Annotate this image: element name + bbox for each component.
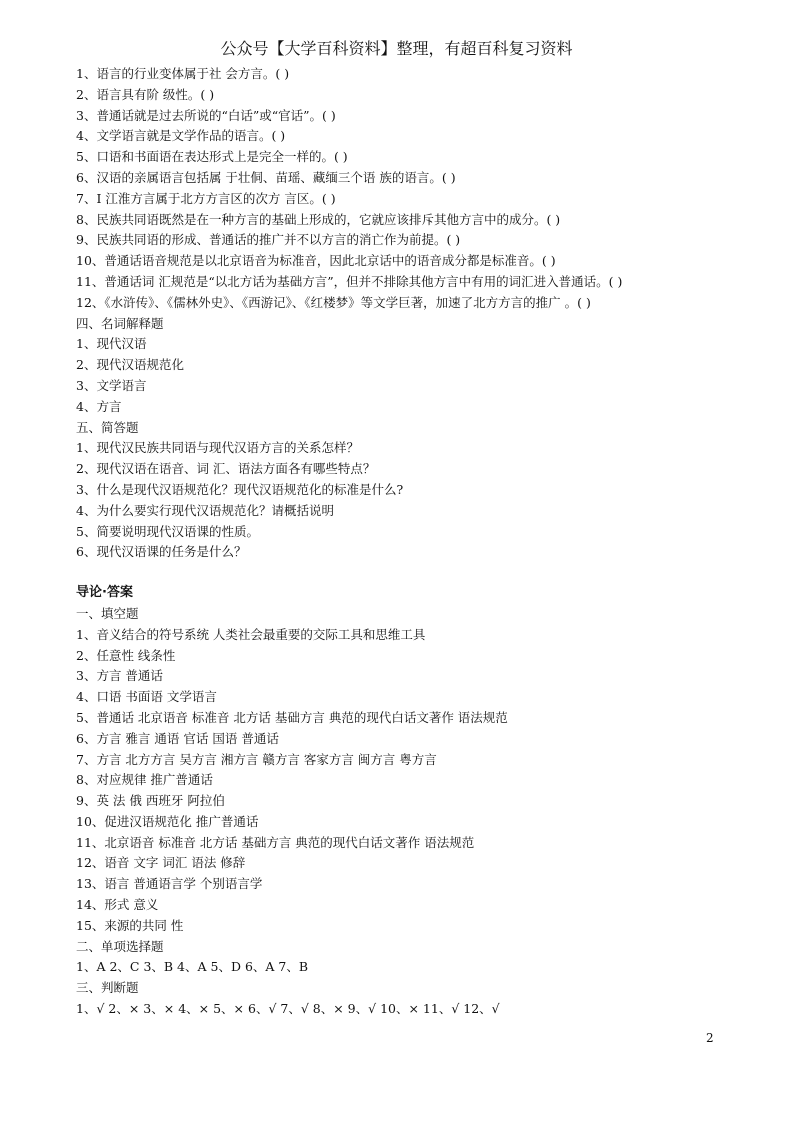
- section-spacer: [76, 563, 776, 583]
- fill-answer-item: 7、方言 北方方言 吴方言 湘方言 赣方言 客家方言 闽方言 粤方言: [76, 751, 437, 767]
- fill-answer-item: 11、北京语音 标准音 北方话 基础方言 典范的现代白话文著作 语法规范: [76, 834, 475, 850]
- judgment-question: 3、普通话就是过去所说的“白话”或“官话”。( ): [76, 107, 336, 123]
- judgment-question: 2、语言具有阶 级性。( ): [76, 86, 215, 102]
- judgment-question: 10、普通话语音规范是以北京语音为标准音，因此北京话中的语音成分都是标准音。( ): [76, 253, 556, 269]
- judgment-question: 6、汉语的亲属语言包括属 于壮侗、苗瑶、藏缅三个语 族的语言。( ): [76, 169, 456, 185]
- term-item: 3、文学语言: [76, 377, 147, 393]
- judgment-question: 1、语言的行业变体属于社 会方言。( ): [76, 66, 290, 81]
- fill-answer-item: 8、对应规律 推广普通话: [76, 772, 213, 788]
- fill-answer-item: 12、语音 文字 词汇 语法 修辞: [76, 855, 246, 871]
- judge-answers: 1、√ 2、× 3、× 4、× 5、× 6、√ 7、√ 8、× 9、√ 10、× 11、√ 12、√: [76, 1001, 500, 1017]
- judgment-question: 7、I 江淮方言属于北方方言区的次方 言区。( ): [76, 190, 336, 206]
- section-heading: 三、判断题: [76, 980, 139, 996]
- judgment-question: 5、口语和书面语在表达形式上是完全一样的。( ): [76, 149, 348, 165]
- judgment-question: 12、《水浒传》、《儒林外史》、《西游记》、《红楼梦》等文学巨著，加速了北方方言的推广 。( ): [76, 294, 591, 310]
- short-answer-item: 1、现代汉民族共同语与现代汉语方言的关系怎样？: [76, 440, 359, 456]
- term-item: 2、现代汉语规范化: [76, 357, 184, 373]
- fill-answer-item: 1、音义结合的符号系统 人类社会最重要的交际工具和思维工具: [76, 626, 426, 642]
- fill-answer-item: 5、普通话 北京语音 标准音 北方话 基础方言 典范的现代白话文著作 语法规范: [76, 709, 508, 725]
- short-answer-item: 2、现代汉语在语音、词 汇、语法方面各有哪些特点？: [76, 461, 376, 477]
- judgment-question: 4、文学语言就是文学作品的语言。( ): [76, 128, 286, 144]
- choice-answers: 1、A 2、C 3、B 4、A 5、D 6、A 7、B: [76, 959, 309, 975]
- short-answer-section: [76, 418, 776, 564]
- fill-answer-item: 10、促进汉语规范化 推广普通话: [76, 813, 259, 829]
- page-content: [76, 64, 776, 1020]
- short-answer-item: 3、什么是现代汉语规范化？现代汉语规范化的标准是什么?: [76, 481, 404, 497]
- judgment-question: 8、民族共同语既然是在一种方言的基础上形成的，它就应该排斥其他方言中的成分。( ): [76, 211, 561, 227]
- fill-answer-item: 13、语言 普通语言学 个别语言学: [76, 876, 263, 892]
- fill-answer-item: 3、方言 普通话: [76, 668, 163, 684]
- term-item: 1、现代汉语: [76, 336, 147, 352]
- fill-answer-item: 6、方言 雅言 通语 官话 国语 普通话: [76, 730, 279, 746]
- fill-answer-item: 14、形式 意义: [76, 897, 159, 913]
- fill-answer-item: 15、来源的共同 性: [76, 917, 184, 933]
- section-heading: 一、填空题: [76, 605, 139, 621]
- section-heading: 二、单项选择题: [76, 938, 164, 954]
- section-heading: 五、简答题: [76, 419, 139, 435]
- term-item: 4、方言: [76, 398, 122, 414]
- section-heading: 四、名词解释题: [76, 315, 164, 331]
- answer-title: 导论·答案: [76, 585, 133, 601]
- short-answer-item: 4、为什么要实行现代汉语规范化？请概括说明: [76, 502, 334, 518]
- short-answer-item: 6、现代汉语课的任务是什么？: [76, 544, 247, 560]
- page-header: 公众号【大学百科资料】整理，有超百科复习资料: [220, 39, 573, 58]
- answer-section: [76, 583, 776, 1020]
- page-number: 2: [706, 1031, 714, 1045]
- fill-answer-item: 9、英 法 俄 西班牙 阿拉伯: [76, 793, 225, 809]
- judgment-question: 9、民族共同语的形成、普通话的推广并不以方言的消亡作为前提。( ): [76, 232, 461, 248]
- judgment-question-list: [76, 64, 776, 314]
- term-explanation-section: [76, 314, 776, 418]
- judgment-question: 11、普通话词 汇规范是“以北方话为基础方言”，但并不排除其他方言中有用的词汇进入普通话。( ): [76, 273, 623, 289]
- fill-answer-item: 4、口语 书面语 文学语言: [76, 689, 217, 705]
- short-answer-item: 5、简要说明现代汉语课的性质。: [76, 523, 259, 539]
- fill-answer-item: 2、任意性 线条性: [76, 647, 176, 663]
